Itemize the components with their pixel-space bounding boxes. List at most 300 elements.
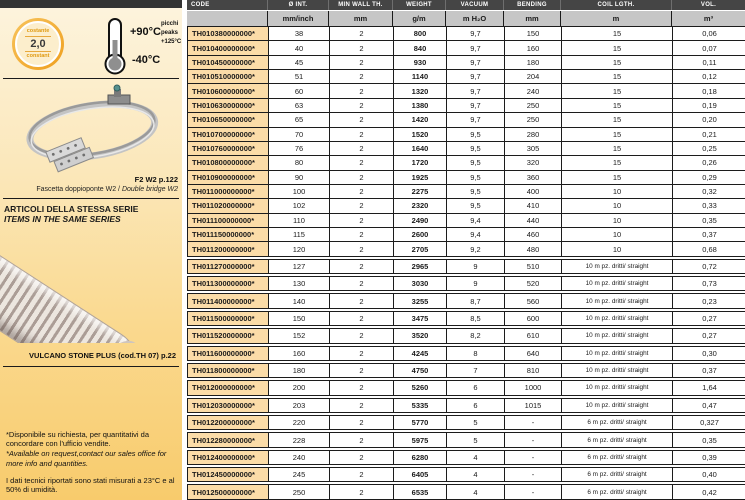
column-header: VOL.: [671, 0, 745, 10]
weight-cell: 2490: [393, 214, 446, 227]
wall-thickness-cell: 2: [329, 142, 393, 155]
bending-cell: 250: [504, 99, 561, 112]
badge-label-en: constant: [26, 52, 50, 59]
table-units-row: [187, 10, 745, 27]
diameter-cell: 51: [268, 70, 329, 83]
constant-temperature-badge: [12, 18, 64, 70]
bending-cell: 480: [504, 242, 561, 255]
code-cell[interactable]: TH010380000000*: [188, 27, 268, 40]
code-cell[interactable]: TH011150000000*: [188, 228, 268, 241]
footnote-italian: *Disponibile su richiesta, per quantitativi da concordare con l'ufficio vendite.: [6, 429, 149, 449]
column-unit: m H₂O: [445, 11, 503, 26]
table-row: [187, 276, 745, 291]
bending-cell: 640: [504, 347, 561, 360]
diameter-cell: 160: [268, 347, 329, 360]
diameter-cell: 200: [268, 381, 329, 394]
wall-thickness-cell: 2: [329, 451, 393, 464]
volume-cell: 0,18: [672, 84, 745, 97]
weight-cell: 2275: [393, 185, 446, 198]
table-row: [187, 450, 745, 465]
code-cell[interactable]: TH011520000000*: [188, 329, 268, 342]
coil-length-cell: 15: [561, 128, 672, 141]
weight-cell: 1380: [393, 99, 446, 112]
code-cell[interactable]: TH011600000000*: [188, 347, 268, 360]
table-row: [187, 380, 745, 395]
column-header: COIL LGTH.: [560, 0, 671, 10]
wall-thickness-cell: 2: [329, 214, 393, 227]
volume-cell: 0,11: [672, 56, 745, 69]
diameter-cell: 80: [268, 156, 329, 169]
wall-thickness-cell: 2: [329, 399, 393, 412]
vacuum-cell: 9,7: [446, 113, 504, 126]
footnotes: [6, 430, 176, 496]
weight-cell: 2320: [393, 199, 446, 212]
volume-cell: 0,35: [672, 433, 745, 446]
coil-length-cell: 6 m pz. dritti/ straight: [561, 416, 672, 429]
same-series-heading: [0, 199, 182, 227]
diameter-cell: 228: [268, 433, 329, 446]
coil-length-cell: 15: [561, 142, 672, 155]
weight-cell: 3255: [393, 294, 446, 307]
volume-cell: 0,12: [672, 70, 745, 83]
coil-length-cell: 15: [561, 41, 672, 54]
table-row: [187, 199, 745, 213]
table-row: [187, 484, 745, 499]
table-row: [187, 214, 745, 228]
weight-cell: 3475: [393, 312, 446, 325]
weight-cell: 6535: [393, 485, 446, 498]
bending-cell: -: [504, 451, 561, 464]
bending-cell: 1000: [504, 381, 561, 394]
diameter-cell: 220: [268, 416, 329, 429]
volume-cell: 1,64: [672, 381, 745, 394]
wall-thickness-cell: 2: [329, 468, 393, 481]
table-row: [187, 70, 745, 84]
clamp-image: [0, 79, 182, 175]
bending-cell: 320: [504, 156, 561, 169]
weight-cell: 6405: [393, 468, 446, 481]
wall-thickness-cell: 2: [329, 128, 393, 141]
badge-value: 2,0: [30, 37, 46, 50]
sidebar: [0, 0, 182, 500]
bending-cell: 360: [504, 171, 561, 184]
column-header: BENDING: [503, 0, 560, 10]
clamp-description: Fascetta doppioponte W2 / Double bridge W2: [36, 185, 178, 193]
diameter-cell: 65: [268, 113, 329, 126]
temp-peaks-label: picchi peaks +125°C: [161, 21, 182, 45]
code-cell[interactable]: TH012450000000*: [188, 468, 268, 481]
weight-cell: 1140: [393, 70, 446, 83]
table-row: [187, 27, 745, 41]
wall-thickness-cell: 2: [329, 171, 393, 184]
wall-thickness-cell: 2: [329, 294, 393, 307]
clamp-caption: [0, 175, 182, 194]
coil-length-cell: 10: [561, 242, 672, 255]
temp-min-label: -40°C: [132, 54, 161, 66]
wall-thickness-cell: 2: [329, 347, 393, 360]
vacuum-cell: 9,5: [446, 142, 504, 155]
wall-thickness-cell: 2: [329, 156, 393, 169]
code-cell[interactable]: TH012030000000*: [188, 399, 268, 412]
diameter-cell: 120: [268, 242, 329, 255]
coil-length-cell: 6 m pz. dritti/ straight: [561, 433, 672, 446]
constant-temperature-badge-inner: [15, 21, 61, 67]
volume-cell: 0,20: [672, 113, 745, 126]
bending-cell: -: [504, 468, 561, 481]
bending-cell: -: [504, 416, 561, 429]
bending-cell: -: [504, 433, 561, 446]
weight-cell: 4245: [393, 347, 446, 360]
vacuum-cell: 9,7: [446, 41, 504, 54]
vacuum-cell: 9,7: [446, 56, 504, 69]
weight-cell: 5260: [393, 381, 446, 394]
sidebar-divider: [3, 366, 179, 367]
coil-length-cell: 10: [561, 228, 672, 241]
code-cell[interactable]: TH010630000000*: [188, 99, 268, 112]
table-row: [187, 41, 745, 55]
bending-cell: 410: [504, 199, 561, 212]
badge-rule: [25, 36, 51, 37]
coil-length-cell: 10 m pz. dritti/ straight: [561, 312, 672, 325]
diameter-cell: 240: [268, 451, 329, 464]
bending-cell: 810: [504, 364, 561, 377]
volume-cell: 0,29: [672, 171, 745, 184]
code-cell[interactable]: TH010760000000*: [188, 142, 268, 155]
wall-thickness-cell: 2: [329, 416, 393, 429]
table-body: [187, 27, 745, 500]
coil-length-cell: 10 m pz. dritti/ straight: [561, 347, 672, 360]
wall-thickness-cell: 2: [329, 364, 393, 377]
diameter-cell: 76: [268, 142, 329, 155]
coil-length-cell: 10 m pz. dritti/ straight: [561, 329, 672, 342]
column-header: CODE: [191, 2, 210, 8]
weight-cell: 2705: [393, 242, 446, 255]
diameter-cell: 245: [268, 468, 329, 481]
bending-cell: 204: [504, 70, 561, 83]
diameter-cell: 140: [268, 294, 329, 307]
code-cell[interactable]: TH011270000000*: [188, 260, 268, 273]
table-row: [187, 293, 745, 308]
weight-cell: 1640: [393, 142, 446, 155]
vacuum-cell: 9,7: [446, 99, 504, 112]
table-row: [187, 142, 745, 156]
diameter-cell: 150: [268, 312, 329, 325]
volume-cell: 0,32: [672, 185, 745, 198]
table-row: [187, 398, 745, 413]
code-cell[interactable]: TH011300000000*: [188, 277, 268, 290]
volume-cell: 0,27: [672, 312, 745, 325]
code-cell[interactable]: TH011000000000*: [188, 185, 268, 198]
coil-length-cell: 15: [561, 99, 672, 112]
vacuum-cell: 4: [446, 468, 504, 481]
coil-length-cell: 15: [561, 56, 672, 69]
diameter-cell: 127: [268, 260, 329, 273]
same-series-title-en: ITEMS IN THE SAME SERIES: [4, 214, 121, 225]
coil-length-cell: 10 m pz. dritti/ straight: [561, 260, 672, 273]
column-unit: mm: [503, 11, 560, 26]
diameter-cell: 110: [268, 214, 329, 227]
bending-cell: 610: [504, 329, 561, 342]
table-header-row: [187, 0, 745, 10]
code-cell[interactable]: TH011500000000*: [188, 312, 268, 325]
wall-thickness-cell: 2: [329, 381, 393, 394]
volume-cell: 0,68: [672, 242, 745, 255]
volume-cell: 0,47: [672, 399, 745, 412]
table-row: [187, 311, 745, 326]
coil-length-cell: 15: [561, 113, 672, 126]
column-header: MIN WALL TH.: [328, 0, 392, 10]
bending-cell: 150: [504, 27, 561, 40]
vacuum-cell: 4: [446, 485, 504, 498]
weight-cell: 4750: [393, 364, 446, 377]
column-unit: m³: [671, 11, 745, 26]
weight-cell: 800: [393, 27, 446, 40]
vacuum-cell: 9,2: [446, 242, 504, 255]
table-row: [187, 84, 745, 98]
diameter-cell: 40: [268, 41, 329, 54]
table-row: [187, 128, 745, 142]
hose-photo: [0, 227, 182, 343]
wall-thickness-cell: 2: [329, 242, 393, 255]
table-row: [187, 242, 745, 256]
column-unit: m: [560, 11, 671, 26]
vacuum-cell: 9,5: [446, 128, 504, 141]
vacuum-cell: 9: [446, 277, 504, 290]
bending-cell: 400: [504, 185, 561, 198]
weight-cell: 6280: [393, 451, 446, 464]
code-cell[interactable]: TH011020000000*: [188, 199, 268, 212]
code-cell[interactable]: TH012280000000*: [188, 433, 268, 446]
diameter-cell: 100: [268, 185, 329, 198]
wall-thickness-cell: 2: [329, 27, 393, 40]
wall-thickness-cell: 2: [329, 113, 393, 126]
table-row: [187, 467, 745, 482]
volume-cell: 0,19: [672, 99, 745, 112]
diameter-cell: 250: [268, 485, 329, 498]
weight-cell: 2965: [393, 260, 446, 273]
code-cell[interactable]: TH012200000000*: [188, 416, 268, 429]
code-cell[interactable]: TH011400000000*: [188, 294, 268, 307]
vacuum-cell: 9,7: [446, 27, 504, 40]
diameter-cell: 63: [268, 99, 329, 112]
volume-cell: 0,23: [672, 294, 745, 307]
coil-length-cell: 6 m pz. dritti/ straight: [561, 485, 672, 498]
vacuum-cell: 9,5: [446, 185, 504, 198]
weight-cell: 930: [393, 56, 446, 69]
diameter-cell: 90: [268, 171, 329, 184]
wall-thickness-cell: 2: [329, 99, 393, 112]
volume-cell: 0,06: [672, 27, 745, 40]
vacuum-cell: 4: [446, 451, 504, 464]
vacuum-cell: 7: [446, 364, 504, 377]
vacuum-cell: 9,4: [446, 228, 504, 241]
code-cell[interactable]: TH012400000000*: [188, 451, 268, 464]
code-cell[interactable]: TH011100000000*: [188, 214, 268, 227]
code-cell[interactable]: TH012000000000*: [188, 381, 268, 394]
vacuum-cell: 9,5: [446, 156, 504, 169]
wall-thickness-cell: 2: [329, 199, 393, 212]
vacuum-cell: 9,5: [446, 199, 504, 212]
diameter-cell: 152: [268, 329, 329, 342]
weight-cell: 5975: [393, 433, 446, 446]
clamp-reference: F2 W2 p.122: [134, 175, 178, 184]
column-unit: mm/inch: [267, 11, 328, 26]
diameter-cell: 102: [268, 199, 329, 212]
vacuum-cell: 8,2: [446, 329, 504, 342]
footnote-english: *Available on request,contact our sales office for more info and quantities.: [6, 449, 167, 468]
weight-cell: 1925: [393, 171, 446, 184]
coil-length-cell: 10 m pz. dritti/ straight: [561, 399, 672, 412]
bending-cell: 560: [504, 294, 561, 307]
coil-length-cell: 6 m pz. dritti/ straight: [561, 468, 672, 481]
column-unit: mm: [328, 11, 392, 26]
code-cell[interactable]: TH010450000000*: [188, 56, 268, 69]
column-unit: [187, 11, 267, 26]
table-row: [187, 171, 745, 185]
coil-length-cell: 10: [561, 185, 672, 198]
bending-cell: 280: [504, 128, 561, 141]
code-cell[interactable]: TH011200000000*: [188, 242, 268, 255]
bending-cell: 510: [504, 260, 561, 273]
coil-length-cell: 10: [561, 214, 672, 227]
vacuum-cell: 9: [446, 260, 504, 273]
table-row: [187, 415, 745, 430]
code-cell[interactable]: TH010400000000*: [188, 41, 268, 54]
product-table: [187, 0, 745, 500]
weight-cell: 3520: [393, 329, 446, 342]
column-header: WEIGHT: [392, 0, 445, 10]
volume-cell: 0,39: [672, 451, 745, 464]
wall-thickness-cell: 2: [329, 260, 393, 273]
wall-thickness-cell: 2: [329, 329, 393, 342]
weight-cell: 5770: [393, 416, 446, 429]
volume-cell: 0,327: [672, 416, 745, 429]
code-cell[interactable]: TH010900000000*: [188, 171, 268, 184]
coil-length-cell: 6 m pz. dritti/ straight: [561, 451, 672, 464]
vacuum-cell: 6: [446, 381, 504, 394]
vacuum-cell: 8: [446, 347, 504, 360]
coil-length-cell: 15: [561, 156, 672, 169]
volume-cell: 0,25: [672, 142, 745, 155]
table-row: [187, 113, 745, 127]
thermometer-icon: [102, 16, 128, 76]
volume-cell: 0,35: [672, 214, 745, 227]
weight-cell: 840: [393, 41, 446, 54]
coil-length-cell: 10: [561, 199, 672, 212]
weight-cell: 3030: [393, 277, 446, 290]
bending-cell: 240: [504, 84, 561, 97]
code-cell[interactable]: TH010510000000*: [188, 70, 268, 83]
code-cell[interactable]: TH010700000000*: [188, 128, 268, 141]
related-product-link[interactable]: VULCANO STONE PLUS (cod.TH 07) p.22: [29, 351, 176, 361]
diameter-cell: 180: [268, 364, 329, 377]
vacuum-cell: 9,7: [446, 84, 504, 97]
wall-thickness-cell: 2: [329, 84, 393, 97]
diameter-cell: 203: [268, 399, 329, 412]
bending-cell: -: [504, 485, 561, 498]
diameter-cell: 130: [268, 277, 329, 290]
bending-cell: 460: [504, 228, 561, 241]
wall-thickness-cell: 2: [329, 433, 393, 446]
table-row: [187, 228, 745, 242]
volume-cell: 0,07: [672, 41, 745, 54]
bending-cell: 250: [504, 113, 561, 126]
volume-cell: 0,30: [672, 347, 745, 360]
properties-header: [0, 8, 182, 78]
column-header: VACUUM: [445, 0, 503, 10]
volume-cell: 0,37: [672, 364, 745, 377]
volume-cell: 0,72: [672, 260, 745, 273]
bending-cell: 180: [504, 56, 561, 69]
related-product-caption: [0, 343, 182, 366]
code-cell[interactable]: TH011800000000*: [188, 364, 268, 377]
wall-thickness-cell: 2: [329, 56, 393, 69]
volume-cell: 0,27: [672, 329, 745, 342]
sidebar-top-bar: [0, 0, 182, 8]
table-row: [187, 328, 745, 343]
bending-cell: 1015: [504, 399, 561, 412]
bending-cell: 520: [504, 277, 561, 290]
badge-label-it: costante: [26, 28, 50, 34]
bending-cell: 600: [504, 312, 561, 325]
coil-length-cell: 15: [561, 27, 672, 40]
wall-thickness-cell: 2: [329, 277, 393, 290]
code-cell[interactable]: TH010800000000*: [188, 156, 268, 169]
wall-thickness-cell: 2: [329, 228, 393, 241]
technical-note-italian: I dati tecnici riportati sono stati misurati a 23°C e al 50% di umidità.: [6, 475, 175, 495]
table-row: [187, 363, 745, 378]
vacuum-cell: 9,7: [446, 70, 504, 83]
coil-length-cell: 10 m pz. dritti/ straight: [561, 277, 672, 290]
vacuum-cell: 8,5: [446, 312, 504, 325]
weight-cell: 1720: [393, 156, 446, 169]
coil-length-cell: 15: [561, 70, 672, 83]
coil-length-cell: 10 m pz. dritti/ straight: [561, 364, 672, 377]
code-cell[interactable]: TH010600000000*: [188, 84, 268, 97]
weight-cell: 1520: [393, 128, 446, 141]
vacuum-cell: 9,4: [446, 214, 504, 227]
vacuum-cell: 6: [446, 399, 504, 412]
volume-cell: 0,42: [672, 485, 745, 498]
column-header: Ø INT.: [267, 0, 328, 10]
volume-cell: 0,40: [672, 468, 745, 481]
vacuum-cell: 5: [446, 433, 504, 446]
vacuum-cell: 9,5: [446, 171, 504, 184]
volume-cell: 0,21: [672, 128, 745, 141]
volume-cell: 0,26: [672, 156, 745, 169]
bending-cell: 305: [504, 142, 561, 155]
diameter-cell: 38: [268, 27, 329, 40]
coil-length-cell: 10 m pz. dritti/ straight: [561, 294, 672, 307]
weight-cell: 5335: [393, 399, 446, 412]
vacuum-cell: 5: [446, 416, 504, 429]
badge-rule: [25, 51, 51, 52]
column-unit: g/m: [392, 11, 445, 26]
same-series-title-it: ARTICOLI DELLA STESSA SERIE: [4, 203, 139, 214]
diameter-cell: 45: [268, 56, 329, 69]
volume-cell: 0,73: [672, 277, 745, 290]
coil-length-cell: 15: [561, 84, 672, 97]
wall-thickness-cell: 2: [329, 185, 393, 198]
table-row: [187, 156, 745, 170]
code-cell[interactable]: TH012500000000*: [188, 485, 268, 498]
diameter-cell: 115: [268, 228, 329, 241]
table-row: [187, 432, 745, 447]
wall-thickness-cell: 2: [329, 41, 393, 54]
hose-image: [0, 233, 148, 343]
code-cell[interactable]: TH010650000000*: [188, 113, 268, 126]
clamp-photo: [0, 79, 182, 175]
